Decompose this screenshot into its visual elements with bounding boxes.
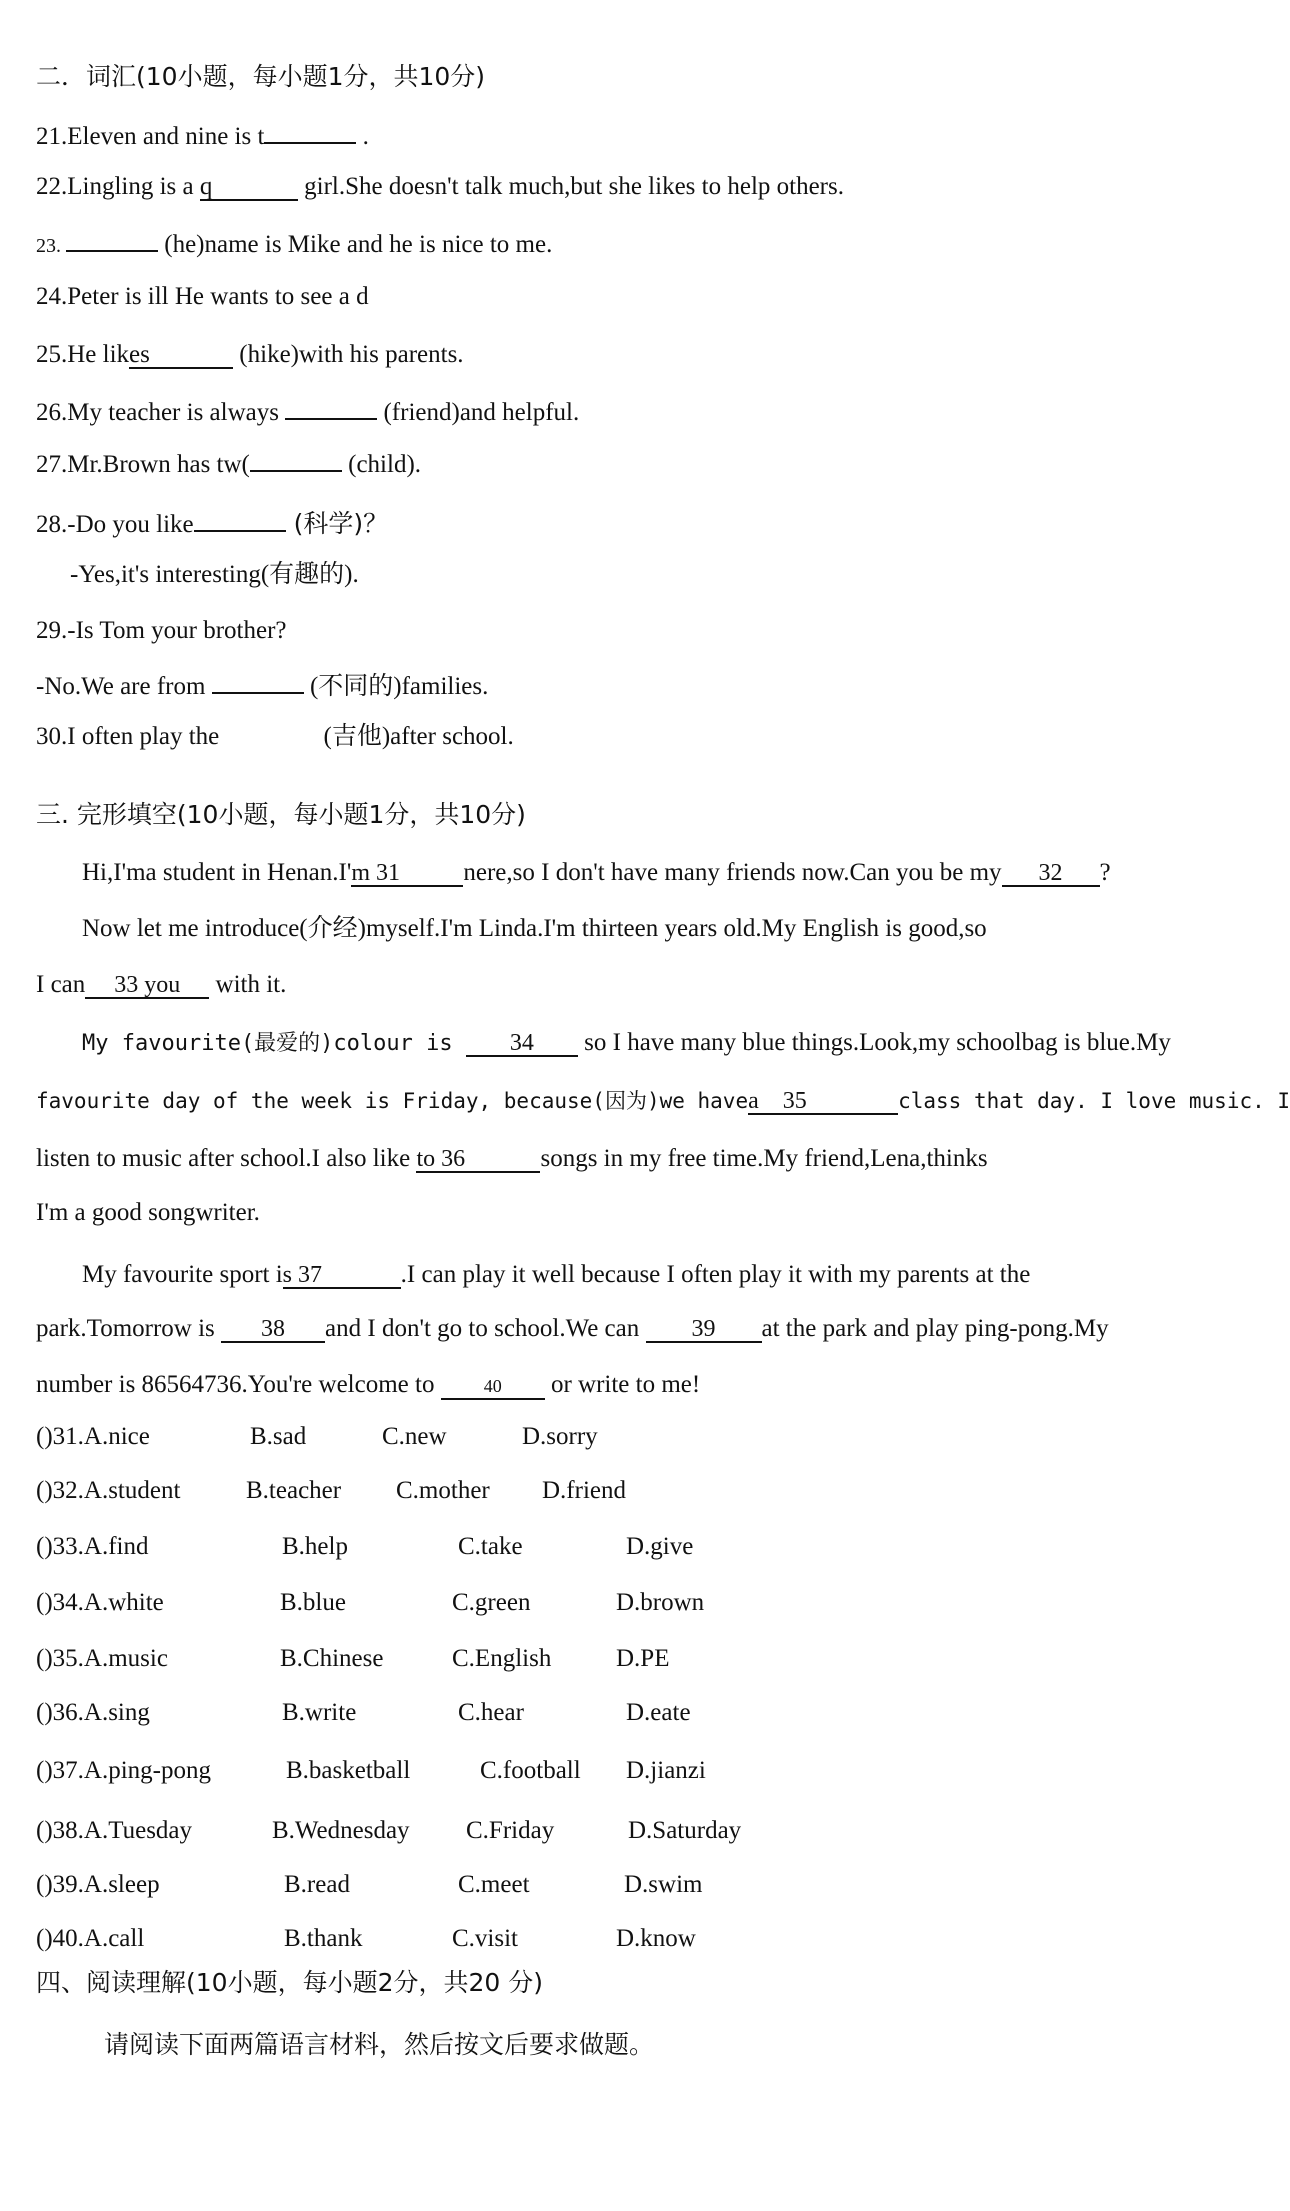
answer-blank[interactable] bbox=[129, 343, 233, 369]
cloze-line bbox=[36, 1086, 1290, 1116]
option-31-b[interactable]: B.sad bbox=[250, 1423, 307, 1450]
option-31-d[interactable]: D.sorry bbox=[522, 1423, 598, 1450]
cloze-text: ? bbox=[1099, 859, 1111, 886]
cloze-text: park.Tomorrow is bbox=[36, 1315, 222, 1342]
question-text: (friend)and helpful. bbox=[377, 399, 580, 426]
option-row-32-a[interactable]: ()32.A.student bbox=[36, 1477, 181, 1504]
cloze-blank-36[interactable]: to 36 bbox=[416, 1147, 540, 1173]
blank-number: 35 bbox=[782, 1088, 807, 1114]
option-35-c[interactable]: C.English bbox=[452, 1645, 552, 1672]
option-35-d[interactable]: D.PE bbox=[616, 1645, 670, 1672]
option-33-d[interactable]: D.give bbox=[626, 1533, 694, 1560]
option-36-c[interactable]: C.hear bbox=[458, 1699, 524, 1726]
option-36-d[interactable]: D.eate bbox=[626, 1699, 691, 1726]
question-26 bbox=[36, 394, 579, 428]
question-29: 29.-Is Tom your brother? bbox=[36, 617, 287, 644]
question-text: (吉他)after school. bbox=[323, 723, 514, 750]
option-36-b[interactable]: B.write bbox=[282, 1699, 357, 1726]
reading-instruction: 请阅读下面两篇语言材料，然后按文后要求做题。 bbox=[104, 2030, 655, 2059]
answer-blank[interactable] bbox=[66, 226, 158, 252]
question-21 bbox=[36, 118, 369, 152]
cloze-line bbox=[36, 1314, 1109, 1344]
answer-blank[interactable] bbox=[212, 668, 304, 694]
option-32-d[interactable]: D.friend bbox=[542, 1477, 626, 1504]
question-text: 22.Lingling is a bbox=[36, 173, 200, 200]
question-27 bbox=[36, 446, 421, 480]
cloze-text: My favourite(最爱的)colour is bbox=[82, 1031, 466, 1056]
cloze-line bbox=[36, 1144, 988, 1174]
option-34-c[interactable]: C.green bbox=[452, 1589, 531, 1616]
option-34-d[interactable]: D.brown bbox=[616, 1589, 705, 1616]
option-32-c[interactable]: C.mother bbox=[396, 1477, 490, 1504]
question-text: 30.I often play the bbox=[36, 723, 226, 750]
cloze-text: .I can play it well because I often play it with my parents at the bbox=[400, 1261, 1031, 1288]
answer-blank[interactable] bbox=[200, 175, 298, 201]
question-text: 28.-Do you like bbox=[36, 511, 194, 538]
cloze-text: I can bbox=[36, 971, 86, 998]
question-25 bbox=[36, 340, 464, 370]
cloze-text: nere,so I don't have many friends now.Can you be my bbox=[463, 859, 1002, 886]
question-text: girl.She doesn't talk much,but she likes to help others. bbox=[297, 173, 844, 200]
option-37-d[interactable]: D.jianzi bbox=[626, 1757, 706, 1784]
question-text: (he)name is Mike and he is nice to me. bbox=[158, 231, 553, 258]
cloze-line bbox=[82, 1028, 1171, 1059]
option-34-b[interactable]: B.blue bbox=[280, 1589, 346, 1616]
cloze-blank-35[interactable] bbox=[748, 1089, 898, 1115]
option-38-d[interactable]: D.Saturday bbox=[628, 1817, 742, 1844]
question-text: 23. bbox=[36, 235, 66, 257]
question-22 bbox=[36, 172, 844, 202]
cloze-text: with it. bbox=[209, 971, 287, 998]
answer-blank[interactable] bbox=[194, 506, 286, 532]
blank-hint: es bbox=[129, 341, 150, 368]
cloze-line bbox=[36, 970, 286, 1000]
option-40-c[interactable]: C.visit bbox=[452, 1925, 518, 1952]
option-33-b[interactable]: B.help bbox=[282, 1533, 348, 1560]
option-row-33-a[interactable]: ()33.A.find bbox=[36, 1533, 149, 1560]
option-row-35-a[interactable]: ()35.A.music bbox=[36, 1645, 168, 1672]
cloze-blank-39[interactable]: 39 bbox=[646, 1317, 762, 1343]
question-text: 21.Eleven and nine is t bbox=[36, 123, 265, 150]
question-text: . bbox=[356, 123, 369, 150]
cloze-line bbox=[82, 1260, 1030, 1290]
option-row-34-a[interactable]: ()34.A.white bbox=[36, 1589, 164, 1616]
option-38-c[interactable]: C.Friday bbox=[466, 1817, 555, 1844]
cloze-text: My favourite sport i bbox=[82, 1261, 283, 1288]
cloze-blank-34[interactable]: 34 bbox=[466, 1031, 578, 1057]
cloze-text: songs in my free time.My friend,Lena,thinks bbox=[540, 1145, 988, 1172]
cloze-text: at the park and play ping-pong.My bbox=[761, 1315, 1109, 1342]
cloze-blank-37[interactable]: s 37 bbox=[283, 1263, 401, 1289]
section-heading-cloze: 三. 完形填空(10小题，每小题1分，共10分) bbox=[36, 800, 526, 829]
option-31-c[interactable]: C.new bbox=[382, 1423, 447, 1450]
question-text: (科学)？ bbox=[285, 509, 389, 538]
cloze-blank-31[interactable]: m 31 bbox=[351, 861, 463, 887]
blank-hint: a bbox=[748, 1088, 759, 1114]
option-row-40-a[interactable]: ()40.A.call bbox=[36, 1925, 145, 1952]
option-38-b[interactable]: B.Wednesday bbox=[272, 1817, 410, 1844]
option-row-37-a[interactable]: ()37.A.ping-pong bbox=[36, 1757, 211, 1784]
cloze-text: and I don't go to school.We can bbox=[325, 1315, 646, 1342]
cloze-blank-38[interactable]: 38 bbox=[221, 1317, 325, 1343]
cloze-blank-32[interactable]: 32 bbox=[1002, 861, 1100, 887]
question-28-answer: -Yes,it's interesting(有趣的). bbox=[70, 561, 359, 588]
cloze-text: or write to me! bbox=[544, 1371, 701, 1398]
cloze-line bbox=[82, 858, 1111, 888]
option-39-d[interactable]: D.swim bbox=[624, 1871, 703, 1898]
cloze-line bbox=[36, 1370, 700, 1400]
cloze-text: number is 86564736.You're welcome to bbox=[36, 1371, 441, 1398]
question-29-answer bbox=[36, 668, 488, 702]
option-40-d[interactable]: D.know bbox=[616, 1925, 696, 1952]
question-24: 24.Peter is ill He wants to see a d bbox=[36, 283, 369, 310]
answer-blank[interactable] bbox=[264, 118, 356, 144]
cloze-blank-33[interactable]: 33 you bbox=[85, 973, 209, 999]
question-text: -No.We are from bbox=[36, 673, 212, 700]
answer-blank[interactable] bbox=[250, 446, 342, 472]
question-text: 27.Mr.Brown has tw( bbox=[36, 451, 250, 478]
question-23 bbox=[36, 226, 552, 261]
cloze-text: favourite day of the week is Friday, because(因为)we have bbox=[36, 1089, 749, 1113]
option-row-31-a[interactable]: ()31.A.nice bbox=[36, 1423, 150, 1450]
cloze-line: Now let me introduce(介经)myself.I'm Linda.I'm thirteen years old.My English is good,so bbox=[82, 915, 987, 942]
section-heading-reading: 四、阅读理解(10小题，每小题2分，共20 分) bbox=[36, 1968, 543, 1997]
option-39-c[interactable]: C.meet bbox=[458, 1871, 530, 1898]
section-heading-vocab: 二．词汇(10小题，每小题1分，共10分) bbox=[36, 62, 486, 91]
blank-hint: q bbox=[199, 173, 213, 200]
question-text: 25.He lik bbox=[36, 341, 130, 368]
cloze-text: listen to music after school.I also like bbox=[36, 1145, 417, 1172]
cloze-text: Hi,I'ma student in Henan.I' bbox=[82, 859, 352, 886]
cloze-line: I'm a good songwriter. bbox=[36, 1199, 260, 1226]
option-39-b[interactable]: B.read bbox=[284, 1871, 350, 1898]
option-37-b[interactable]: B.basketball bbox=[286, 1757, 411, 1784]
cloze-blank-40[interactable]: 40 bbox=[441, 1374, 545, 1400]
option-35-b[interactable]: B.Chinese bbox=[280, 1645, 384, 1672]
option-row-38-a[interactable]: ()38.A.Tuesday bbox=[36, 1817, 193, 1844]
option-33-c[interactable]: C.take bbox=[458, 1533, 523, 1560]
answer-blank[interactable] bbox=[285, 394, 377, 420]
option-row-36-a[interactable]: ()36.A.sing bbox=[36, 1699, 150, 1726]
question-text: (hike)with his parents. bbox=[233, 341, 464, 368]
cloze-text: so I have many blue things.Look,my schoolbag is blue.My bbox=[577, 1029, 1171, 1056]
option-32-b[interactable]: B.teacher bbox=[246, 1477, 342, 1504]
option-row-39-a[interactable]: ()39.A.sleep bbox=[36, 1871, 160, 1898]
option-37-c[interactable]: C.football bbox=[480, 1757, 581, 1784]
question-28 bbox=[36, 506, 388, 540]
question-text: 26.My teacher is always bbox=[36, 399, 286, 426]
question-text: (不同的)families. bbox=[303, 673, 489, 700]
question-text: (child). bbox=[341, 451, 422, 478]
question-30 bbox=[36, 722, 514, 752]
cloze-text: class that day. I love music. I bbox=[898, 1089, 1290, 1113]
option-40-b[interactable]: B.thank bbox=[284, 1925, 363, 1952]
